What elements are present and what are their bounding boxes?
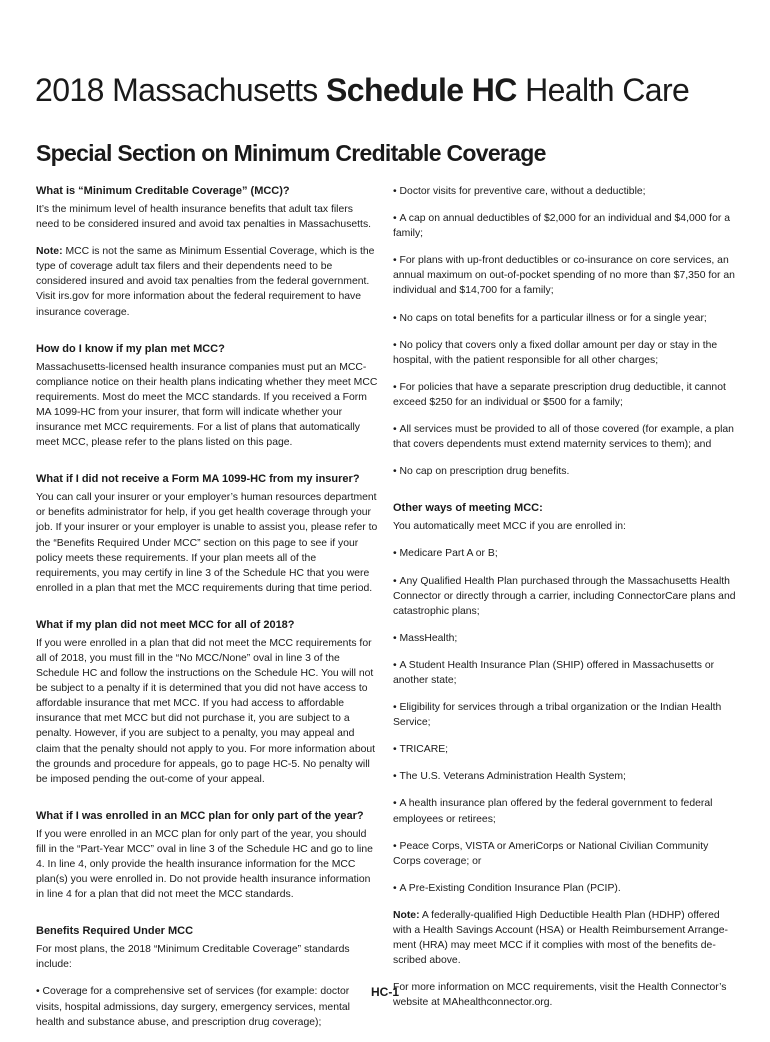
list-item: • Coverage for a comprehensive set of services (for example: doctor visits, hospital admissions, day surgery, emergency services, mental health and substance abuse, and prescription drug coverage); bbox=[36, 984, 378, 1029]
list-item: • Doctor visits for preventive care, without a deductible; bbox=[393, 184, 738, 199]
page-number: HC-1 bbox=[370, 985, 399, 999]
no-form-heading: What if I did not receive a Form MA 1099-HC from my insurer? bbox=[36, 473, 360, 486]
mcc-definition-text: It’s the minimum level of health insurance benefits that adult tax filers need to be considered insured and avoid tax penalties in Massachusetts. bbox=[36, 204, 372, 231]
list-item: • For policies that have a separate prescription drug deductible, it cannot exceed $250 for an individual or $500 for a family; bbox=[393, 380, 738, 410]
list-item: • Medicare Part A or B; bbox=[393, 546, 738, 561]
left-column bbox=[36, 184, 378, 1042]
list-item: • A health insurance plan offered by the federal government to federal employees or retirees; bbox=[393, 796, 738, 826]
page-title bbox=[35, 74, 689, 106]
mcc-definition-heading: What is “Minimum Creditable Coverage” (MCC)? bbox=[36, 185, 290, 197]
list-item: • No caps on total benefits for a particular illness or for a single year; bbox=[393, 311, 738, 326]
list-item: • Peace Corps, VISTA or AmeriCorps or National Civilian Community Corps coverage; or bbox=[393, 839, 738, 869]
part-year-text: If you were enrolled in an MCC plan for only part of the year, you should fill in the “Part-Year MCC” oval in line 3 of the Schedule HC and go to line 4. In line 4, only provide the health insurance information for the MCC plan(s) you were enrolled in. Do not provide health insurance information in line 4 for a plan that did not meet the MCC standards. bbox=[36, 828, 373, 901]
benefits-heading: Benefits Required Under MCC bbox=[36, 925, 194, 938]
section-title: Special Section on Minimum Creditable Coverage bbox=[36, 140, 546, 166]
right-column bbox=[393, 184, 738, 1022]
other-ways-intro: You automatically meet MCC if you are enrolled in: bbox=[393, 521, 626, 533]
note-text: MCC is not the same as Minimum Essential Coverage, which is the type of coverage adult tax filers and their dependents need to be considered insured and avoid tax penalties from the federal government. Visit irs.gov for more information about the federal requirement to have insurance coverage. bbox=[36, 246, 375, 318]
part-year-heading: What if I was enrolled in an MCC plan for only part of the year? bbox=[36, 809, 364, 822]
list-item: • TRICARE; bbox=[393, 742, 738, 757]
title-suffix: Health Care bbox=[516, 72, 690, 108]
benefits-intro: For most plans, the 2018 “Minimum Creditable Coverage” standards include: bbox=[36, 944, 350, 971]
plan-met-mcc-text: Massachusetts-licensed health insurance companies must put an MCC-compliance notice on their health plans indicating whether they meet MCC requirements. Most do meet the MCC standards. If you received a Form MA 1099-HC from your insurer, that form will indicate whether your insurance met MCC requirements. For a list of plans that automatically meet MCC, please refer to the plans listed on this page. bbox=[36, 361, 378, 449]
list-item: • No policy that covers only a fixed dollar amount per day or stay in the hospital, with the patient responsible for all other charges; bbox=[393, 338, 738, 368]
did-not-meet-heading: What if my plan did not meet MCC for all of 2018? bbox=[36, 618, 295, 631]
other-ways-heading: Other ways of meeting MCC: bbox=[393, 502, 543, 515]
list-item: • MassHealth; bbox=[393, 631, 738, 646]
list-item: • A Student Health Insurance Plan (SHIP) offered in Massachusetts or another state; bbox=[393, 658, 738, 688]
title-prefix: 2018 Massachusetts bbox=[35, 72, 326, 108]
hdhp-note bbox=[393, 908, 738, 968]
more-info-text: For more information on MCC requirements, visit the Health Connector’s website at MAhealthconnector.org. bbox=[393, 982, 727, 1009]
plan-met-mcc-heading: How do I know if my plan met MCC? bbox=[36, 342, 225, 355]
note-text: A federally-qualified High Deductible Health Plan (HDHP) offered with a Health Savings Account (HSA) or Health Reimbursement Arrange-ment (HRA) may meet MCC if it complies with most of the benefits de-scribed above. bbox=[393, 909, 728, 967]
list-item: • All services must be provided to all of those covered (for example, a plan that covers dependents must extend maternity services to them); and bbox=[393, 422, 738, 452]
list-item: • Eligibility for services through a tribal organization or the Indian Health Service; bbox=[393, 700, 738, 730]
list-item: • A cap on annual deductibles of $2,000 for an individual and $4,000 for a family; bbox=[393, 211, 738, 241]
list-item: • For plans with up-front deductibles or co-insurance on core services, an annual maximum on out-of-pocket spending of no more than $7,350 for an individual and $14,700 for a family; bbox=[393, 253, 738, 298]
note-label: Note: bbox=[36, 246, 63, 258]
did-not-meet-text: If you were enrolled in a plan that did not meet the MCC requirements for all of 2018, you must fill in the “No MCC/None” oval in line 3 of the Schedule HC and follow the instructions on the Schedule HC. You will not be subject to a penalty if it is determined that you did not have access to affordable insurance that met MCC. If you had access to affordable insurance that met MCC but did not purchase it, you are subject to a penalty. However, if you are subject to a penalty, you may appeal and claim that the penalty should not apply to you. For more information about the grounds and procedure for appeals, go to page HC-5. No penalty will be imposed pending the out-come of your appeal. bbox=[36, 637, 376, 785]
list-item: • Any Qualified Health Plan purchased through the Massachusetts Health Connector or directly through a carrier, including ConnectorCare plans and catastrophic plans; bbox=[393, 574, 738, 619]
note-label: Note: bbox=[393, 909, 420, 921]
title-bold: Schedule HC bbox=[326, 72, 517, 108]
list-item: • A Pre-Existing Condition Insurance Plan (PCIP). bbox=[393, 881, 738, 896]
no-form-text: You can call your insurer or your employer’s human resources department or benefits administrator for help, if you get health coverage through your job. If your insurer or your employer is unable to assist you, please refer to the “Benefits Required Under MCC” section on this page to see if your policy meets these requirements. If your plan meets all of the requirements, you may certify in line 3 of the Schedule HC that you were enrolled in a plan that met the MCC requirements during that time period. bbox=[36, 492, 378, 594]
list-item: • No cap on prescription drug benefits. bbox=[393, 464, 738, 479]
mcc-note bbox=[36, 244, 378, 319]
list-item: • The U.S. Veterans Administration Health System; bbox=[393, 769, 738, 784]
